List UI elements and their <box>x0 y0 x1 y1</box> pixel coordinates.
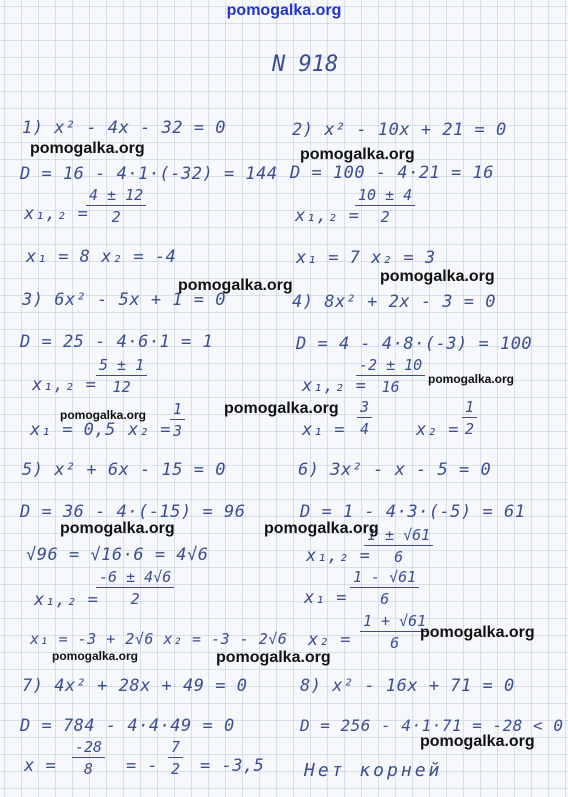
p4-fraction-numerator: -2 ± 10 <box>356 356 425 376</box>
p4-discriminant: D = 4 - 4·8·(-3) = 100 <box>296 334 533 354</box>
watermark: pomogalka.org <box>52 649 139 663</box>
p4-root-fraction <box>356 356 425 396</box>
p2-equation: 2) x² - 10x + 21 = 0 <box>292 120 507 140</box>
p7-equals-minus: = - <box>126 756 159 776</box>
p5-fraction-numerator: -6 ± 4√6 <box>96 568 174 588</box>
watermark: pomogalka.org <box>60 520 175 537</box>
p4-x2-numerator: 1 <box>462 398 477 418</box>
p2-root-fraction <box>355 186 415 226</box>
watermark: pomogalka.org <box>224 400 339 417</box>
p1-roots: x₁ = 8 x₂ = -4 <box>26 247 177 267</box>
p5-discriminant: D = 36 - 4·(-15) = 96 <box>20 502 246 522</box>
p4-root-x2-label: x₂ = <box>416 420 459 440</box>
watermark: pomogalka.org <box>178 277 293 294</box>
p6-x2-denominator: 6 <box>390 634 400 652</box>
p4-root-x1-fraction <box>357 398 372 438</box>
p2-roots: x₁ = 7 x₂ = 3 <box>296 248 436 268</box>
p5-equation: 5) x² + 6x - 15 = 0 <box>22 460 226 480</box>
p7-result: = -3,5 <box>200 756 265 776</box>
p4-equation: 4) 8x² + 2x - 3 = 0 <box>292 292 496 312</box>
p6-root-x1-fraction <box>350 568 419 608</box>
p2-fraction-denominator: 2 <box>380 208 390 226</box>
p3-root-label: x₁,₂ = <box>32 375 97 395</box>
p4-x2-denominator: 2 <box>465 420 475 438</box>
p6-root-x2-label: x₂ = <box>308 630 351 650</box>
p1-root-fraction <box>86 186 146 226</box>
p5-fraction-denominator: 2 <box>130 590 140 608</box>
p6-root-x1-label: x₁ = <box>304 588 347 608</box>
p1-equation: 1) x² - 4x - 32 = 0 <box>22 118 226 138</box>
p4-x1-numerator: 3 <box>357 398 372 418</box>
p7-root-label: x = <box>24 756 57 776</box>
p3-x2-numerator: 1 <box>170 400 185 420</box>
p3-discriminant: D = 25 - 4·6·1 = 1 <box>20 332 214 352</box>
problem-number: N 918 <box>272 52 339 77</box>
watermark: pomogalka.org <box>264 520 379 537</box>
p6-equation: 6) 3x² - x - 5 = 0 <box>298 460 492 480</box>
p7-fraction-numerator: -28 <box>72 738 105 758</box>
watermark: pomogalka.org <box>30 140 145 157</box>
watermark: pomogalka.org <box>216 649 331 666</box>
p6-fraction-numerator: 1 ± √61 <box>364 526 433 546</box>
p2-fraction-numerator: 10 ± 4 <box>355 186 415 206</box>
p6-fraction-denominator: 6 <box>394 548 404 566</box>
p7-equation: 7) 4x² + 28x + 49 = 0 <box>22 676 248 696</box>
p6-root-label: x₁,₂ = <box>306 546 371 566</box>
p4-root-label: x₁,₂ = <box>302 376 367 396</box>
p4-root-x2-fraction <box>462 398 477 438</box>
p2-discriminant: D = 100 - 4·21 = 16 <box>290 163 494 183</box>
p5-sqrt-simplification: √96 = √16·6 = 4√6 <box>26 545 209 565</box>
p4-x1-denominator: 4 <box>360 420 370 438</box>
p3-root-x2-label: x₂ = <box>128 420 171 440</box>
p2-root-label: x₁,₂ = <box>295 206 360 226</box>
p5-root-fraction <box>96 568 174 608</box>
p1-fraction-denominator: 2 <box>111 208 121 226</box>
watermark: pomogalka.org <box>380 268 495 285</box>
p3-fraction-denominator: 12 <box>112 378 131 396</box>
watermark: pomogalka.org <box>300 146 415 163</box>
watermark: pomogalka.org <box>420 733 535 750</box>
header-watermark: pomogalka.org <box>226 2 342 19</box>
p7-discriminant: D = 784 - 4·4·49 = 0 <box>20 716 235 736</box>
p6-x1-denominator: 6 <box>380 590 390 608</box>
p7-fraction-denominator: 8 <box>84 760 94 778</box>
p7-simplified-numerator: 7 <box>168 738 183 758</box>
p5-roots: x₁ = -3 + 2√6 x₂ = -3 - 2√6 <box>30 630 288 648</box>
p6-x2-numerator: 1 + √61 <box>360 612 429 632</box>
p8-equation: 8) x² - 16x + 71 = 0 <box>300 676 515 696</box>
watermark: pomogalka.org <box>428 372 515 386</box>
p6-root-x2-fraction <box>360 612 429 652</box>
p4-fraction-denominator: 16 <box>381 378 400 396</box>
watermark: pomogalka.org <box>420 624 535 641</box>
p8-answer: Нет корней <box>304 760 443 781</box>
p7-simplified-denominator: 2 <box>171 760 181 778</box>
p3-x2-denominator: 3 <box>173 422 183 440</box>
p8-discriminant: D = 256 - 4·1·71 = -28 < 0 <box>300 716 564 735</box>
watermark: pomogalka.org <box>60 408 147 422</box>
p3-root-fraction <box>96 356 147 396</box>
p5-root-label: x₁,₂ = <box>34 590 99 610</box>
p6-discriminant: D = 1 - 4·3·(-5) = 61 <box>300 502 526 522</box>
p7-simplified-fraction <box>168 738 183 778</box>
p3-root-x2-fraction <box>170 400 185 440</box>
p3-fraction-numerator: 5 ± 1 <box>96 356 147 376</box>
p7-root-fraction <box>72 738 105 778</box>
p1-root-label: x₁,₂ = <box>24 204 89 224</box>
p6-x1-numerator: 1 - √61 <box>350 568 419 588</box>
p4-root-x1-label: x₁ = <box>302 420 345 440</box>
p1-fraction-numerator: 4 ± 12 <box>86 186 146 206</box>
p3-root-x1: x₁ = 0,5 <box>30 420 116 440</box>
p1-discriminant: D = 16 - 4·1·(-32) = 144 <box>20 164 278 184</box>
p3-equation: 3) 6x² - 5x + 1 = 0 <box>22 290 226 310</box>
